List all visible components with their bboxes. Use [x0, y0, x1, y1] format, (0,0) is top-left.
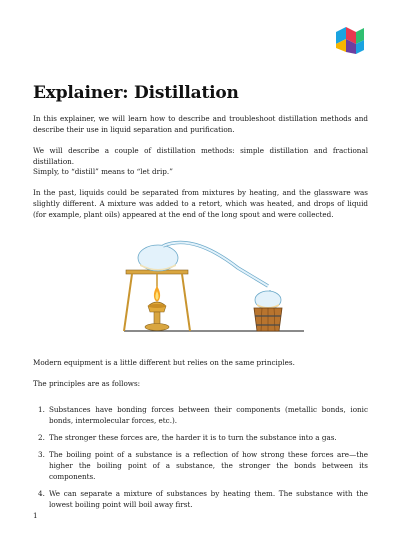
list-number: 2. — [38, 432, 45, 442]
intro-paragraph: In this explainer, we will learn how to describe and troubleshoot distillation methods and describe their use in liquid separation and purification. — [33, 114, 368, 135]
modern-paragraph: Modern equipment is a little different but relies on the same principles. — [33, 358, 295, 367]
list-number: 3. — [38, 449, 45, 459]
brand-logo — [334, 24, 366, 56]
list-text: Substances have bonding forces between their components (metallic bonds, ionic bonds, intermolecular forces, etc.). — [49, 405, 368, 426]
list-text: The stronger these forces are, the harder it is to turn the substance into a gas. — [49, 432, 337, 442]
page-title: Explainer: Distillation — [33, 83, 239, 103]
list-text: We can separate a mixture of substances by heating them. The substance with the lowest boiling point will boil away first. — [49, 488, 368, 509]
retort-illustration — [118, 228, 308, 338]
list-item — [33, 404, 368, 426]
list-item — [33, 449, 368, 483]
list-item — [33, 488, 368, 510]
list-number: 1. — [38, 405, 45, 414]
principles-intro: The principles are as follows: — [33, 379, 141, 388]
history-paragraph: In the past, liquids could be separated from mixtures by heating, and the glassware was slightly different. A mixture was added to a retort, which was heated, and drops of liquid (for example, plant oils) appeared at the end of the long spout and were collected. — [33, 188, 368, 220]
list-item — [33, 432, 368, 443]
principles-list — [33, 404, 368, 516]
page-number: 1 — [33, 511, 38, 520]
methods-paragraph: We will describe a couple of distillation methods: simple distillation and fractional distillation. — [33, 146, 368, 167]
list-number: 4. — [38, 488, 45, 498]
list-text: The boiling point of a substance is a reflection of how strong these forces are—the higher the boiling point of a substance, the stronger the bonds between its components. — [49, 449, 368, 482]
definition-paragraph: Simply, to “distill” means to “let drip.” — [33, 167, 173, 176]
